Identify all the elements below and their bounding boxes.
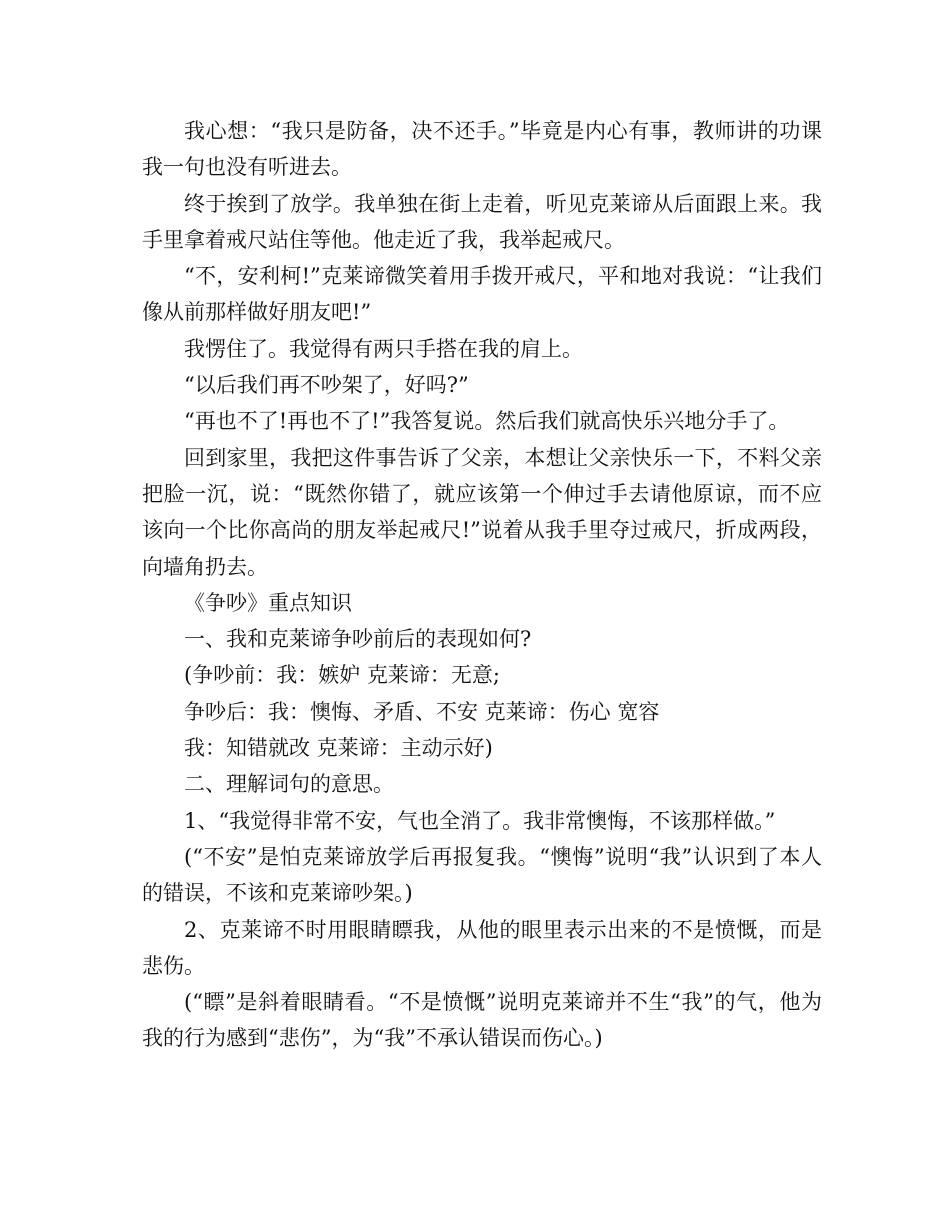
section-title: 《争吵》重点知识	[184, 590, 352, 615]
paragraph-1: 我心想：“我只是防备，决不还手。”毕竟是内心有事，教师讲的功课我一句也没有听进去。	[142, 119, 822, 180]
item-2-quote: 2、克莱谛不时用眼睛瞟我，从他的眼里表示出来的不是愤慨，而是悲伤。	[142, 917, 822, 978]
item-2-explanation: (“瞟”是斜着眼睛看。“不是愤慨”说明克莱谛并不生“我”的气，他为我的行为感到“悲伤”，为“我”不承认错误而伤心。)	[142, 990, 822, 1051]
paragraph-5: “以后我们再不吵架了，好吗?”	[184, 373, 469, 398]
paragraph-4: 我愣住了。我觉得有两只手搭在我的肩上。	[184, 336, 583, 361]
item-1-explanation: (“不安”是怕克莱谛放学后再报复我。“懊悔”说明“我”认识到了本人的错误，不该和克莱谛吵架。)	[142, 844, 822, 906]
answer-1-line-2: 争吵后：我：懊悔、矛盾、不安 克莱谛：伤心 宽容	[184, 699, 660, 724]
question-2-heading: 二、理解词句的意思。	[184, 772, 394, 797]
paragraph-7: 回到家里，我把这件事告诉了父亲，本想让父亲快乐一下，不料父亲把脸一沉，说：“既然你错了，就应该第一个伸过手去请他原谅，而不应该向一个比你高尚的朋友举起戒尺!”说着从我手里夺过戒尺，折成两段，向墙角扔去。	[142, 445, 822, 579]
document-body	[142, 113, 822, 1057]
paragraph-6: “再也不了!再也不了!”我答复说。然后我们就高快乐兴地分手了。	[184, 409, 790, 434]
paragraph-3: “不，安利柯!”克莱谛微笑着用手拨开戒尺，平和地对我说：“让我们像从前那样做好朋友吧!”	[142, 264, 822, 325]
paragraph-2: 终于挨到了放学。我单独在街上走着，听见克莱谛从后面跟上来。我手里拿着戒尺站住等他。他走近了我，我举起戒尺。	[142, 191, 822, 252]
answer-1-line-3: 我：知错就改 克莱谛：主动示好)	[184, 736, 493, 761]
question-1-heading: 一、我和克莱谛争吵前后的表现如何?	[184, 627, 532, 652]
answer-1-line-1: (争吵前：我：嫉妒 克莱谛：无意;	[184, 663, 500, 688]
item-1-quote: 1、“我觉得非常不安，气也全消了。我非常懊悔，不该那样做。”	[184, 808, 776, 833]
